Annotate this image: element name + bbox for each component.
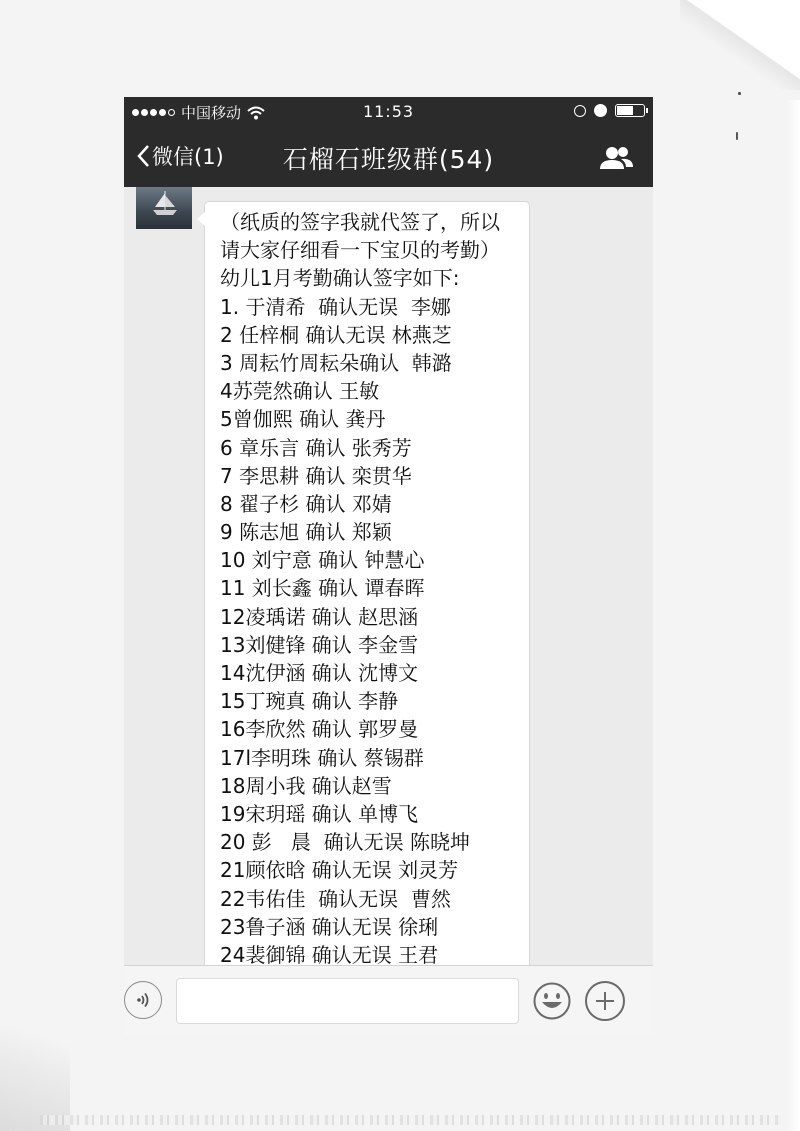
message-line: 16李欣然 确认 郭罗曼 — [220, 717, 419, 742]
chat-title: 石榴石班级群(54) — [282, 145, 495, 174]
message-line: 5曾伽熙 确认 龚丹 — [220, 407, 386, 432]
voice-button[interactable] — [124, 981, 162, 1019]
message-line: 22韦佑佳 确认无误 曹然 — [220, 886, 451, 911]
message-line: 14沈伊涵 确认 沈博文 — [220, 661, 419, 685]
ship-icon — [150, 189, 180, 219]
plus-icon — [595, 991, 615, 1011]
input-bar — [124, 965, 653, 1035]
message-line: 10 刘宁意 确认 钟慧心 — [220, 548, 425, 573]
emoji-icon[interactable] — [532, 981, 572, 1021]
status-right — [574, 104, 645, 117]
message-line: 2 任梓桐 确认无误 林燕芝 — [220, 322, 452, 347]
scan-speck — [738, 92, 741, 95]
message-line: 21顾依晗 确认无误 刘灵芳 — [220, 858, 459, 883]
nav-bar — [124, 127, 653, 187]
message-line: 20 彭 晨 确认无误 陈晓坤 — [220, 830, 470, 855]
scan-noise — [40, 1115, 780, 1125]
message-line: 1. 于清希 确认无误 李娜 — [220, 294, 451, 319]
message-line: 4苏莞然确认 王敏 — [220, 379, 380, 404]
message-line: 23鲁子涵 确认无误 徐琍 — [220, 914, 439, 939]
message-line: 17l李明珠 确认 蔡锡群 — [220, 745, 424, 770]
message-line: 19宋玥瑶 确认 单博飞 — [220, 801, 419, 826]
page-fold-top — [680, 0, 800, 90]
message-line: 13刘健锋 确认 李金雪 — [220, 632, 419, 657]
message-line: 8 翟子杉 确认 邓婧 — [220, 491, 392, 516]
message-line: 6 章乐言 确认 张秀芳 — [220, 435, 412, 460]
contacts-icon[interactable] — [599, 145, 635, 171]
message-line: 18周小我 确认赵雪 — [220, 773, 392, 798]
message-line: 24裴御锦 确认无误 王君 — [220, 942, 439, 965]
message-line: 9 陈志旭 确认 郑颖 — [220, 520, 392, 545]
message-line: 幼儿1月考勤确认签字如下: — [220, 266, 460, 291]
message-line: 11 刘长鑫 确认 谭春晖 — [220, 576, 425, 601]
scan-speck — [736, 132, 738, 140]
page-edge — [786, 100, 800, 1131]
chat-area[interactable] — [124, 187, 653, 965]
alarm-icon — [594, 104, 607, 117]
battery-icon — [615, 104, 645, 117]
rotation-lock-icon — [574, 105, 586, 117]
more-button[interactable] — [585, 981, 625, 1021]
message-line: 12凌瑀诺 确认 赵思涵 — [220, 604, 419, 629]
bubble-arrow — [197, 212, 205, 226]
message-line: 15丁琬真 确认 李静 — [220, 689, 399, 714]
phone-screenshot — [124, 97, 653, 1035]
message-line: 7 李思耕 确认 栾贯华 — [220, 463, 412, 488]
voice-icon — [133, 990, 153, 1010]
status-time: 11:53 — [362, 102, 415, 121]
message-line: （纸质的签字我就代签了，所以 — [220, 210, 500, 234]
status-bar — [124, 97, 653, 127]
message-text — [220, 208, 530, 965]
message-input[interactable] — [176, 978, 519, 1024]
message-line: 请大家仔细看一下宝贝的考勤） — [220, 238, 500, 263]
carrier-label: 中国移动 — [181, 104, 242, 122]
page-fold-bottom — [0, 971, 70, 1131]
message-bubble[interactable] — [204, 201, 530, 965]
avatar[interactable] — [136, 187, 192, 229]
message-line: 3 周耘竹周耘朵确认 韩潞 — [220, 350, 452, 375]
back-label: 微信(1) — [152, 145, 224, 169]
